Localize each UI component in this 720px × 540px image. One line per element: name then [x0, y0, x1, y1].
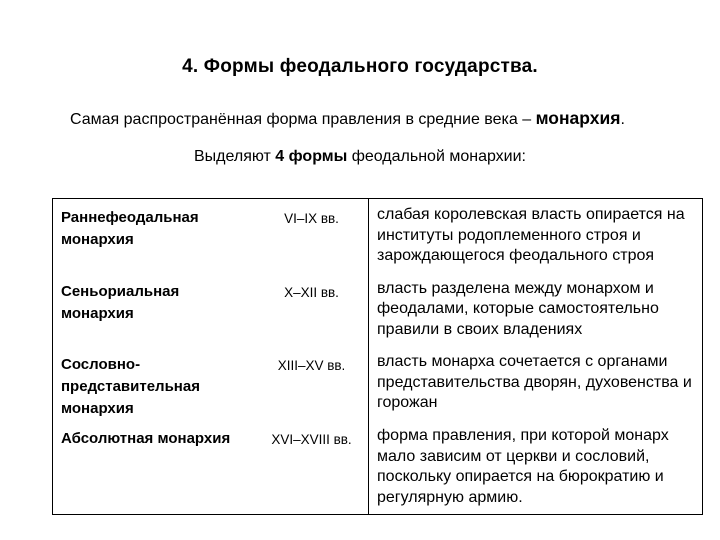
intro-line	[70, 108, 625, 129]
subtitle-before: Выделяют	[193, 148, 276, 165]
monarchy-name: Раннефеодальная монархия	[61, 209, 199, 248]
subtitle-bold: 4 формы	[275, 148, 348, 165]
table-row	[53, 346, 703, 420]
table-row	[53, 420, 703, 515]
subtitle-after: феодальной монархии:	[347, 148, 526, 165]
monarchy-period: XIII–XV вв.	[277, 358, 346, 373]
monarchy-period: VI–IX вв.	[284, 211, 339, 226]
slide-title: 4. Формы феодального государства.	[182, 56, 538, 77]
monarchy-description: власть монарха сочетается с органами представительства дворян, духовенства и горожан	[369, 346, 703, 420]
table-row	[53, 199, 703, 273]
monarchy-period: XVI–XVIII вв.	[271, 432, 352, 447]
table-row	[53, 273, 703, 347]
monarchy-name: Абсолютная монархия	[61, 430, 231, 447]
monarchy-description: форма правления, при которой монарх мало зависим от церкви и сословий, поскольку опирается на бюрократию и регулярную армию.	[369, 420, 703, 515]
intro-end: .	[620, 111, 625, 128]
subtitle-line	[0, 148, 720, 166]
monarchy-period: X–XII вв.	[284, 284, 339, 300]
monarchy-name: Сеньориальная монархия	[61, 282, 180, 322]
intro-text: Самая распространённая форма правления в средние века –	[70, 111, 536, 128]
monarchy-description: слабая королевская власть опирается на институты родоплеменного строя и зарождающегося феодального строя	[369, 199, 703, 273]
intro-emphasis: монархия	[535, 108, 621, 128]
monarchy-forms-table	[52, 198, 703, 515]
monarchy-description: власть разделена между монархом и феодалами, которые самостоятельно правили в своих владениях	[369, 273, 703, 347]
monarchy-name: Сословно-представительная монархия	[61, 356, 200, 417]
